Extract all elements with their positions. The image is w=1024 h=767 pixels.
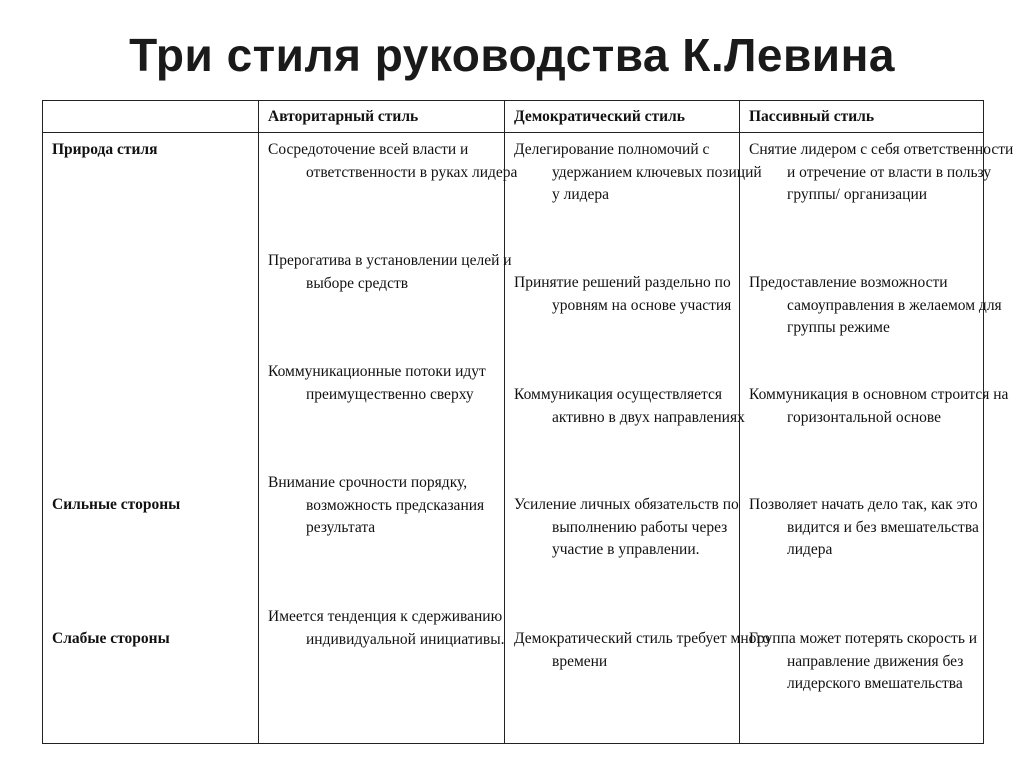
passive-weakness: Группа может потерять скорость и направление движения без лидерского вмешательства (749, 630, 978, 692)
authoritarian-nature-1: Сосредоточение всей власти и ответственности в руках лидера (268, 141, 518, 181)
row-label-nature: Природа стиля (52, 141, 158, 158)
democratic-nature-3: Коммуникация осуществляется активно в двух направлениях (514, 386, 745, 426)
row-label-weaknesses: Слабые стороны (52, 630, 170, 647)
authoritarian-nature-3: Коммуникационные потоки идут преимущественно сверху (268, 363, 486, 403)
authoritarian-weakness: Имеется тенденция к сдерживанию индивидуальной инициативы. (268, 608, 505, 648)
democratic-nature-2: Принятие решений раздельно по уровням на основе участия (514, 274, 732, 314)
header-authoritarian: Авторитарный стиль (268, 108, 419, 125)
authoritarian-nature-2: Прерогатива в установлении целей и выборе средств (268, 252, 512, 292)
passive-nature-3: Коммуникация в основном строится на горизонтальной основе (749, 386, 1009, 426)
header-passive: Пассивный стиль (749, 108, 875, 125)
authoritarian-strength: Внимание срочности порядку, возможность предсказания результата (268, 474, 485, 536)
header-democratic: Демократический стиль (514, 108, 685, 125)
passive-nature-1: Снятие лидером с себя ответственности и отречение от власти в пользу группы/ организации (749, 141, 1014, 203)
page-title: Три стиля руководства К.Левина (129, 29, 895, 81)
column-divider-1 (258, 100, 259, 744)
row-label-strengths: Сильные стороны (52, 496, 181, 513)
header-row-divider (42, 132, 984, 133)
passive-strength: Позволяет начать дело так, как это видится и без вмешательства лидера (749, 496, 979, 558)
democratic-nature-1: Делегирование полномочий с удержанием ключевых позиций у лидера (514, 141, 762, 203)
democratic-strength: Усиление личных обязательств по выполнению работы через участие в управлении. (514, 496, 739, 558)
passive-nature-2: Предоставление возможности самоуправления в желаемом для группы режиме (749, 274, 1002, 336)
democratic-weakness: Демократический стиль требует много времени (514, 630, 771, 670)
